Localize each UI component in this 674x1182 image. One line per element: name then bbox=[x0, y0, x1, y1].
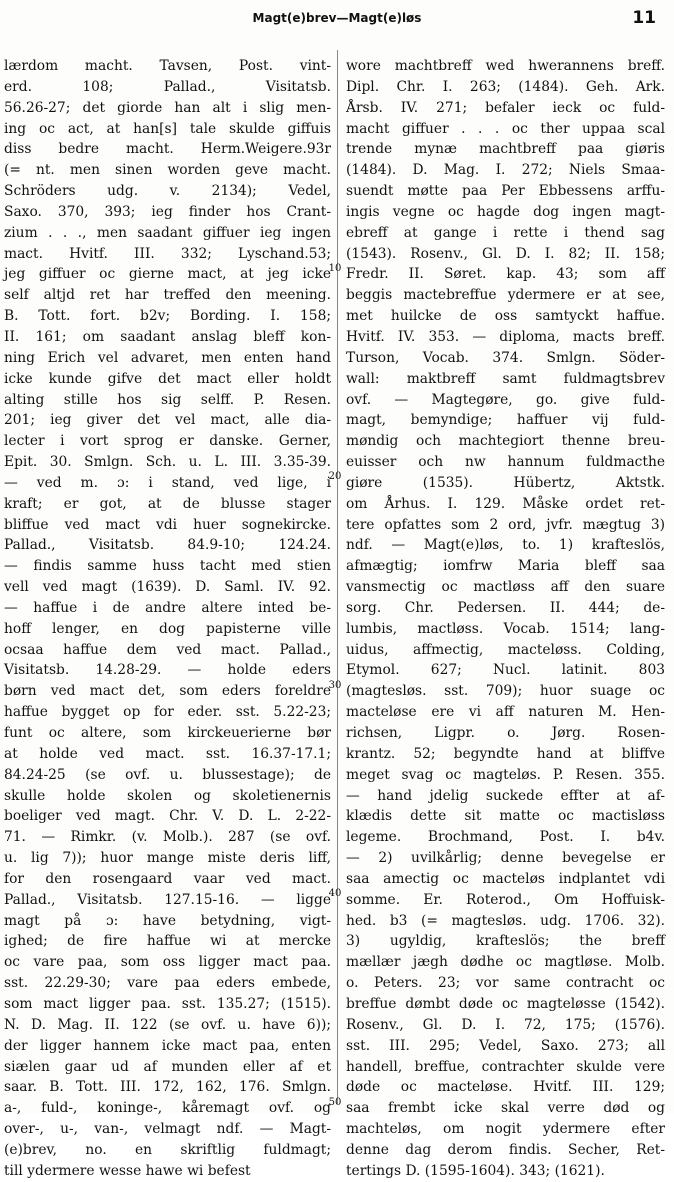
right-column-line: sorg. Chr. Pedersen. II. 444; de- bbox=[346, 599, 665, 616]
right-column-line: Dipl. Chr. I. 263; (1484). Geh. Ark. bbox=[346, 78, 665, 95]
right-column-line: o. Peters. 23; vor same contracht oc bbox=[346, 975, 665, 992]
left-column-line: magt på ɔ: have betydning, vigt- bbox=[4, 912, 331, 929]
left-column-line: kraft; er got, at de blusse stager bbox=[4, 495, 331, 512]
left-column-line: skulle holde skolen og skoletienernis bbox=[4, 787, 331, 804]
left-column-line: icke kunde gifve det mact eller holdt bbox=[4, 370, 331, 387]
left-column-line: N. D. Mag. II. 122 (se ovf. u. have 6)); bbox=[4, 1016, 331, 1033]
right-column-line: saa amectig oc macteløs indplantet vdi bbox=[346, 870, 665, 887]
left-column-line: at holde ved mact. sst. 16.37-17.1; bbox=[4, 745, 331, 762]
right-column-line: handell, breffue, contrachter skulde vere bbox=[346, 1058, 665, 1075]
left-column-line: (= nt. men sinen worden geve macht. bbox=[4, 162, 331, 179]
right-column-line: richsen, Ligpr. o. Jørg. Rosen- bbox=[346, 725, 665, 741]
right-column-line: sst. III. 295; Vedel, Saxo. 273; all bbox=[346, 1037, 665, 1054]
left-column-line: — findis samme huss tacht med stien bbox=[4, 558, 331, 575]
right-column bbox=[346, 56, 665, 1182]
right-column-line: Hvitf. IV. 353. — diploma, macts breff. bbox=[346, 328, 665, 345]
right-column-line: legeme. Brochmand, Post. I. b4v. bbox=[346, 829, 665, 846]
right-column-line: lumbis, mactløss. Vocab. 1514; lang- bbox=[346, 620, 665, 637]
left-column-line: ighed; de fire haffue wi at mercke bbox=[4, 933, 331, 950]
column-divider bbox=[337, 50, 338, 1104]
right-column-line: (1543). Rosenv., Gl. D. I. 82; II. 158; bbox=[346, 245, 665, 262]
right-column-line: wore machtbreff wed hwerannens breff. bbox=[346, 58, 665, 74]
right-column-line: — hand jdelig suckede effter at af- bbox=[346, 787, 665, 804]
right-column-line: Etymol. 627; Nucl. latinit. 803 bbox=[346, 662, 665, 679]
running-header bbox=[18, 8, 656, 30]
left-column-line: Saxo. 370, 393; ieg finder hos Crant- bbox=[4, 203, 331, 220]
left-column-line: siælen gaar ud af munden eller af et bbox=[4, 1058, 331, 1075]
left-column-line: u. lig 7)); huor mange miste deris liff, bbox=[4, 850, 331, 867]
line-number-50: 50 bbox=[328, 1097, 342, 1108]
left-column-line: a-, fuld-, koninge-, kåremagt ovf. og bbox=[4, 1100, 331, 1117]
left-column-line: oc vare paa, som oss ligger mact paa. bbox=[4, 954, 331, 971]
right-column-line: ebreff at gange i rette i thend sag bbox=[346, 224, 665, 241]
left-column-line: for den rosengaard vaar ved mact. bbox=[4, 870, 331, 887]
left-column-line: till ydermere wesse hawe wi befest bbox=[4, 1162, 251, 1179]
right-column-line: suendt møtte paa Per Ebbessens arffu- bbox=[346, 183, 665, 200]
left-column-line: alting stille hos sig selff. P. Resen. bbox=[4, 391, 331, 408]
right-column-line: saa frembt icke skal verre død og bbox=[346, 1100, 665, 1117]
left-column-line: Pallad., Visitatsb. 84.9-10; 124.24. bbox=[4, 537, 331, 554]
right-column-line: euisser och nw hannum fuldmacthe bbox=[346, 454, 665, 471]
right-column-line: ingis vegne oc hagde dog ingen magt- bbox=[346, 203, 665, 220]
left-column-line: vell ved magt (1639). D. Saml. IV. 92. bbox=[4, 579, 331, 596]
left-column-line: haffue bygget op for eder. sst. 5.22-23; bbox=[4, 704, 331, 721]
right-column-line: vansmectig oc mactløss aff den suare bbox=[346, 579, 665, 596]
right-column-line: denne dag derom findis. Secher, Ret- bbox=[346, 1141, 665, 1158]
right-column-line: (1484). D. Mag. I. 272; Niels Smaa- bbox=[346, 162, 665, 179]
left-column-line: lecter i vort sprog er danske. Gerner, bbox=[4, 433, 331, 450]
right-column-line: machteløs, om nogit ydermere efter bbox=[346, 1121, 665, 1138]
right-column-line: Turson, Vocab. 374. Smlgn. Söder- bbox=[346, 349, 665, 366]
right-column-line: somme. Er. Roterod., Om Hoffuisk- bbox=[346, 891, 665, 908]
left-column-line: som mact ligger paa. sst. 135.27; (1515). bbox=[4, 995, 331, 1012]
left-column-line: jeg giffuer oc gierne mact, at jeg icke bbox=[4, 266, 331, 283]
left-column bbox=[4, 56, 331, 1182]
right-column-line: Fredr. II. Søret. kap. 43; som aff bbox=[346, 266, 665, 283]
right-column-line: — 2) uvilkårlig; denne bevegelse er bbox=[346, 850, 665, 867]
right-column-line: macteløse ere vi aff naturen M. Hen- bbox=[346, 704, 665, 721]
left-column-line: 201; ieg giver det vel mact, alle dia- bbox=[4, 412, 331, 429]
line-number-10: 10 bbox=[328, 263, 342, 274]
left-column-line: Epit. 30. Smlgn. Sch. u. L. III. 3.35-39. bbox=[4, 454, 331, 471]
right-column-line: tertings D. (1595-1604). 343; (1621). bbox=[346, 1162, 605, 1179]
left-column-line: diss bedre macht. Herm.Weigere.93r bbox=[4, 141, 331, 158]
right-column-line: ovf. — Magtegøre, go. give fuld- bbox=[346, 391, 665, 408]
right-column-line: uidus, affmectig, macteløss. Colding, bbox=[346, 641, 665, 658]
left-column-line: boeliger ved magt. Chr. V. D. L. 2-22- bbox=[4, 808, 331, 825]
left-column-line: 84.24-25 (se ovf. u. blussestage); de bbox=[4, 766, 331, 783]
left-column-line: bliffue ved mact vdi huer sognekircke. bbox=[4, 516, 331, 533]
left-column-line: II. 161; om saadant anslag bleff kon- bbox=[4, 328, 331, 345]
right-column-line: ndf. — Magt(e)løs, to. 1) krafteslös, bbox=[346, 537, 665, 554]
right-column-line: klædis dette sit matte oc mactisløss bbox=[346, 808, 665, 825]
line-number-20: 20 bbox=[328, 471, 342, 482]
line-number-30: 30 bbox=[328, 680, 342, 691]
page-number: 11 bbox=[632, 8, 656, 28]
right-column-line: (magtesløs. sst. 709); huor suage oc bbox=[346, 683, 665, 700]
right-column-line: giøre (1535). Hübertz, Aktstk. bbox=[346, 474, 665, 491]
left-column-line: ing oc act, at han[s] tale skulde giffuis bbox=[4, 120, 331, 137]
right-column-line: mællær jægh dødhe oc magtløse. Molb. bbox=[346, 954, 665, 971]
right-column-line: afmægtig; iomfrw Maria bleff saa bbox=[346, 558, 665, 575]
right-column-line: magt, bemyndige; haffuer vij fuld- bbox=[346, 412, 665, 429]
right-column-line: tere opfattes som 2 ord, jvfr. mægtug 3) bbox=[346, 516, 665, 533]
left-column-line: ning Erich vel advaret, men enten hand bbox=[4, 349, 331, 366]
left-column-line: børn ved mact det, som eders foreldre bbox=[4, 683, 331, 700]
running-head-title: Magt(e)brev—Magt(e)løs bbox=[252, 11, 422, 25]
left-column-line: — haffue i de andre altere inted be- bbox=[4, 599, 331, 616]
right-column-line: møndig och machtegiort thenne breu- bbox=[346, 433, 665, 450]
left-column-line: B. Tott. fort. b2v; Bording. I. 158; bbox=[4, 308, 331, 325]
left-column-line: funt oc altere, som kirckeuerierne bør bbox=[4, 725, 331, 741]
left-column-line: Schröders udg. v. 2134); Vedel, bbox=[4, 183, 331, 200]
line-number-40: 40 bbox=[328, 888, 342, 899]
left-column-line: — ved m. ɔ: i stand, ved lige, i bbox=[4, 474, 331, 491]
right-column-line: meget svag oc magteløs. P. Resen. 355. bbox=[346, 766, 665, 783]
right-column-line: døde oc macteløse. Hvitf. III. 129; bbox=[346, 1079, 665, 1096]
left-column-line: lærdom macht. Tavsen, Post. vint- bbox=[4, 58, 331, 74]
left-column-line: self altjd ret har treffed den meening. bbox=[4, 287, 331, 304]
left-column-line: (e)brev, no. en skriftlig fuldmagt; bbox=[4, 1141, 331, 1158]
left-column-line: der ligger hannem icke mact paa, enten bbox=[4, 1037, 331, 1054]
right-column-line: Årsb. IV. 271; befaler ieck oc fuld- bbox=[346, 99, 665, 116]
left-column-line: hoff lenger, en dog papisterne ville bbox=[4, 620, 331, 637]
right-column-line: Rosenv., Gl. D. I. 72, 175; (1576). bbox=[346, 1016, 665, 1033]
right-column-line: om Århus. I. 129. Måske ordet ret- bbox=[346, 495, 665, 512]
right-column-line: met huilcke de oss samtyckt haffue. bbox=[346, 308, 665, 325]
left-column-line: 71. — Rimkr. (v. Molb.). 287 (se ovf. bbox=[4, 829, 331, 846]
left-column-line: erd. 108; Pallad., Visitatsb. bbox=[4, 78, 331, 95]
left-column-line: saar. B. Tott. III. 172, 162, 176. Smlgn. bbox=[4, 1079, 331, 1096]
left-column-line: mact. Hvitf. III. 332; Lyschand.53; bbox=[4, 245, 331, 262]
right-column-line: wall: maktbreff samt fuldmagtsbrev bbox=[346, 370, 665, 387]
left-column-line: 56.26-27; det giorde han alt i slig men- bbox=[4, 99, 331, 116]
right-column-line: krantz. 52; begyndte hand at bliffve bbox=[346, 745, 665, 762]
right-column-line: breffue dømbt døde oc magteløsse (1542). bbox=[346, 995, 665, 1012]
left-column-line: over-, u-, van-, velmagt ndf. — Magt- bbox=[4, 1121, 331, 1138]
right-column-line: hed. b3 (= magtesløs. udg. 1706. 32). bbox=[346, 912, 665, 929]
right-column-line: beggis mactebreffue ydermere er at see, bbox=[346, 287, 665, 304]
right-column-line: trende mynæ machtbreff paa giøris bbox=[346, 141, 665, 158]
left-column-line: Pallad., Visitatsb. 127.15-16. — ligge bbox=[4, 891, 331, 908]
left-column-line: Visitatsb. 14.28-29. — holde eders bbox=[4, 662, 331, 679]
right-column-line: 3) ugyldig, krafteslös; the breff bbox=[346, 933, 665, 950]
right-column-line: macht giffuer . . . oc ther uppaa scal bbox=[346, 120, 665, 137]
left-column-line: zium . . ., men saadant giffuer ieg ingen bbox=[4, 224, 331, 241]
left-column-line: sst. 22.29-30; vare paa eders embede, bbox=[4, 975, 331, 992]
left-column-line: ocsaa haffue dem ved mact. Pallad., bbox=[4, 641, 331, 658]
